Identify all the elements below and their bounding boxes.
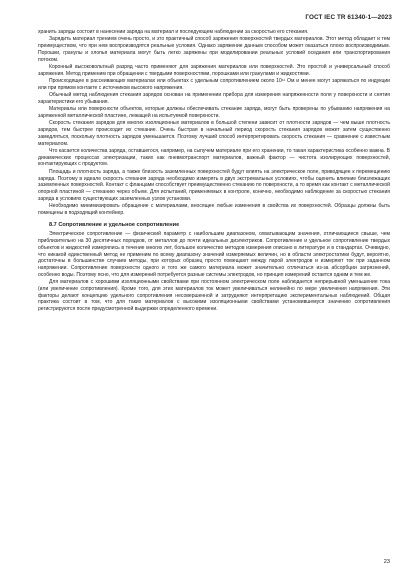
- paragraph: Коронный высоковольтный разряд часто применяют для заряжения материалов или поверхностей. Это простой и универсальный способ заряжения. Метод применим при обращении с твердыми поверхностями, порошками или гранулами и жидкостями.: [38, 63, 390, 77]
- paragraph: Происходящее в рассеивающих материалах или объектах с удельным сопротивлением около 10¹¹ Ом и менее могут заряжаться по индукции или при прямом контакте с источником высокого напряжения.: [38, 78, 390, 91]
- paragraph: Для материалов с хорошими изоляционными свойствами при постоянном электрическом поле наблюдается непрерывной уменьшение тока (или увеличение сопротивления). Кроме того, для этих материалов ток может увеличиваться нелинейно по мере увеличения напряжения. Эти факторы делают концепцию удельного сопротивления несовершенной и затрудняют интерпретацию экспериментальных наблюдений. Общая практика состоит в том, что для таких материалов с высокими изоляционными свойствами установившемуся значению сопротивления регистрируются после предусмотренной выдержки определенного времени.: [38, 279, 390, 313]
- section-heading: 8.7 Сопротивление и удельное сопротивление: [49, 221, 180, 228]
- paragraph: хранить заряды состоит в нанесении заряда на материал и последующем наблюдении за скоростью его стекания.: [38, 29, 309, 35]
- paragraph: Скорость стекания зарядов для многих изоляционных материалов в большой степени зависит от плотности зарядов — чем выше плотность зарядов, тем быстрее происходит их стекание. Очень быстрая в начальный период скорость стекания зарядов может затем существенно замедляться, поскольку плотность зарядов уменьшается. Поэтому лучший способ интерпретировать скорость стекания — сравнение с известным материалом.: [38, 120, 390, 147]
- paragraph: Обычный метод наблюдения стекания зарядов основан на применении прибора для измерения напряженности поля у поверхности и снятия характеристики его убывания.: [38, 92, 390, 105]
- paragraph: Площадь и плотность заряда, а также близость заземленных поверхностей будут влиять на электрическое поле, приводящее к перемещению заряда. Поэтому в идеале скорость стекания заряда необходимо измерять в двух экстремальных условиях, чтобы оценить влияние близлежащих заземленных поверхностей. Контакт с фланцами способствует преимущественно стеканию по поверхности, а то время как контакт с металлической опорной пластиной — стеканию через объем. Для испытаний, применяемых в контроле, конечно, необходимо наблюдение за скоростью стекания заряда в условиях существующих заземленных узлов установки.: [38, 168, 390, 202]
- page-number: 23: [383, 559, 390, 565]
- paragraph: Зарядить материал трением очень просто, и это практичный способ заряжения поверхностей твердых материалов. Этот метод обладает и тем преимуществом, что при нем воспроизводятся реальные условия. Однако заряжение данным способом может оказаться плохо воспроизводимым. Порошки, гранулы и хлопья материала могут быть легко заряжены при моделировании реальных условий оседания или транспортирования потоком.: [38, 36, 390, 63]
- document-header: ГОСТ IEC TR 61340-1—2023: [305, 14, 392, 21]
- paragraph: Необходимо минимизировать обращение с материалами, вносящее любые изменения в свойства их поверхностей. Образцы должны быть помещены в подходящий контейнер.: [38, 203, 390, 216]
- paragraph: Что касается количества заряда, оставшегося, например, на сыпучем материале при его хранении, то такая характеристика особенно важна. В динамических процессах электризации, таких как пневмотранспорт материалов, важный фактор — чистота изолирующих поверхностей, контактирующих с продуктом.: [38, 147, 390, 168]
- document-body: [38, 29, 390, 314]
- paragraph: Электрическое сопротивление — физический параметр с наибольшим диапазоном, охватывающим значения, отличающиеся свыше, чем приблизительно на 30 десятичных порядков, от металлов до почти идеальных диэлектриков. Сопротивление и удельное сопротивление твердых объектов и жидкостей измерялись в течение многих лет, большое количество методов измерения описано в литературе и в стандартах. Очевидно, что никакой единственный метод не применим по всему диапазону значений измеряемых величин, но в области электростатики будут, вероятно, достаточны в большинстве случаев методы, при которых образец просто помещают между парой электродов и измеряют ток при заданном напряжении. Сопротивление поверхности одного и того же самого материала может значительно отличаться из-за абсорбции загрязнений, особенно воды. Поэтому ясно, что для измерений потребуется разные системы электродов, но принцип измерений остается одним и тем же.: [38, 231, 390, 278]
- paragraph: Материалы или поверхности объектов, которые должны обеспечивать стекание заряда, могут быть проверены по убыванию напряжения на заряженной металлической пластине, лежащей на испытуемой поверхности.: [38, 106, 390, 119]
